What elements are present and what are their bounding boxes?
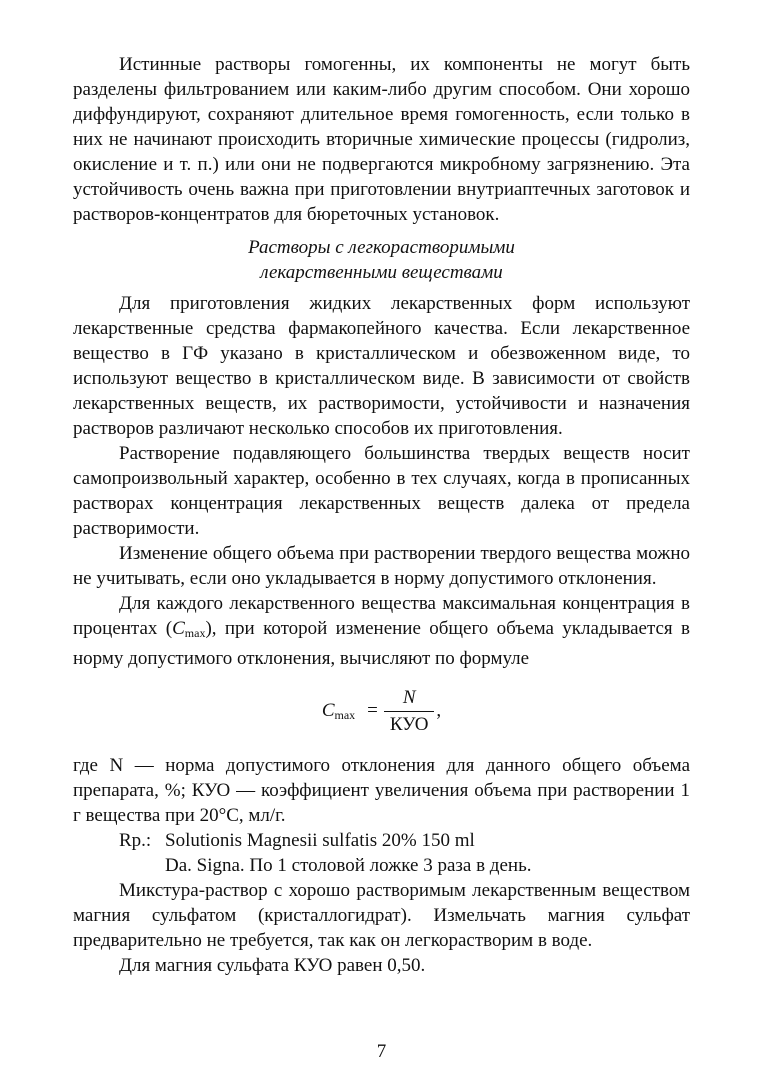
- formula-fraction: [384, 687, 435, 736]
- formula-comma: ,: [436, 700, 442, 721]
- page-number: 7: [376, 1041, 387, 1062]
- formula-equals: =: [367, 700, 378, 721]
- formula-denominator: КУО: [384, 711, 435, 736]
- section-heading-line-1: Растворы с легкорастворимыми: [248, 237, 515, 258]
- c-max-symbol: C: [172, 618, 185, 639]
- paragraph-kuo-value: Для магния сульфата КУО равен 0,50.: [119, 955, 426, 976]
- recipe-line-2: Da. Signa. По 1 столовой ложке 3 раза в день.: [165, 855, 532, 876]
- formula-lhs-symbol: C: [321, 699, 335, 721]
- c-max-subscript: max: [184, 626, 206, 640]
- paragraph-where: где N — норма допустимого отклонения для данного общего объема препарата, %; КУО — коэффициент увеличения объема при растворении 1 г вещества при 20°С, мл/г.: [73, 755, 690, 826]
- recipe-row-1: [73, 828, 690, 853]
- formula-lhs-subscript: max: [334, 707, 356, 722]
- paragraph-max-concentration-end: ), при которой изменение общего объема укладывается в норму допустимого отклонения, вычисляют по формуле: [73, 618, 690, 669]
- recipe-label: Rp.:: [119, 830, 152, 851]
- formula-lhs: [322, 700, 355, 723]
- paragraph-max-concentration-start: Для каждого лекарственного вещества максимальная концентрация в процентах (: [73, 593, 690, 639]
- paragraph-volume-change: Изменение общего объема при растворении твердого вещества можно не учитывать, если оно укладывается в норму допустимого отклонения.: [73, 543, 690, 589]
- formula-numerator: N: [402, 686, 416, 708]
- recipe-line-1: Solutionis Magnesii sulfatis 20% 150 ml: [165, 830, 475, 851]
- paragraph-dissolution: Растворение подавляющего большинства твердых веществ носит самопроизвольный характер, особенно в тех случаях, когда в прописанных растворах концентрация лекарственных веществ далека от предела растворимости.: [73, 443, 690, 539]
- paragraph-true-solutions: Истинные растворы гомогенны, их компоненты не могут быть разделены фильтрованием или каким-либо другим способом. Они хорошо диффундируют, сохраняют длительное время гомогенность, если только в них не начинают происходить вторичные химические процессы (гидролиз, окисление и т. п.) или они не подвергаются микробному загрязнению. Эта устойчивость очень важна при приготовлении внутриаптечных заготовок и растворов-концентратов для бюреточных установок.: [73, 54, 690, 225]
- paragraph-preparation: Для приготовления жидких лекарственных форм используют лекарственные средства фармакопейного качества. Если лекарственное вещество в ГФ указано в кристаллическом и обезвоженном виде, то используют вещество в кристаллическом виде. В зависимости от свойств лекарственных веществ, их растворимости, устойчивости и назначения растворов различают несколько способов их приготовления.: [73, 293, 690, 439]
- document-page: [73, 52, 690, 978]
- section-heading-line-2: лекарственными веществами: [260, 262, 503, 283]
- paragraph-max-concentration: [73, 591, 690, 671]
- section-heading: [73, 235, 690, 285]
- formula: [73, 683, 690, 739]
- paragraph-mixture: Микстура-раствор с хорошо растворимым лекарственным веществом магния сульфатом (кристаллогидрат). Измельчать магния сульфат предварительно не требуется, так как он легкорастворим в воде.: [73, 880, 690, 951]
- recipe: [73, 828, 690, 878]
